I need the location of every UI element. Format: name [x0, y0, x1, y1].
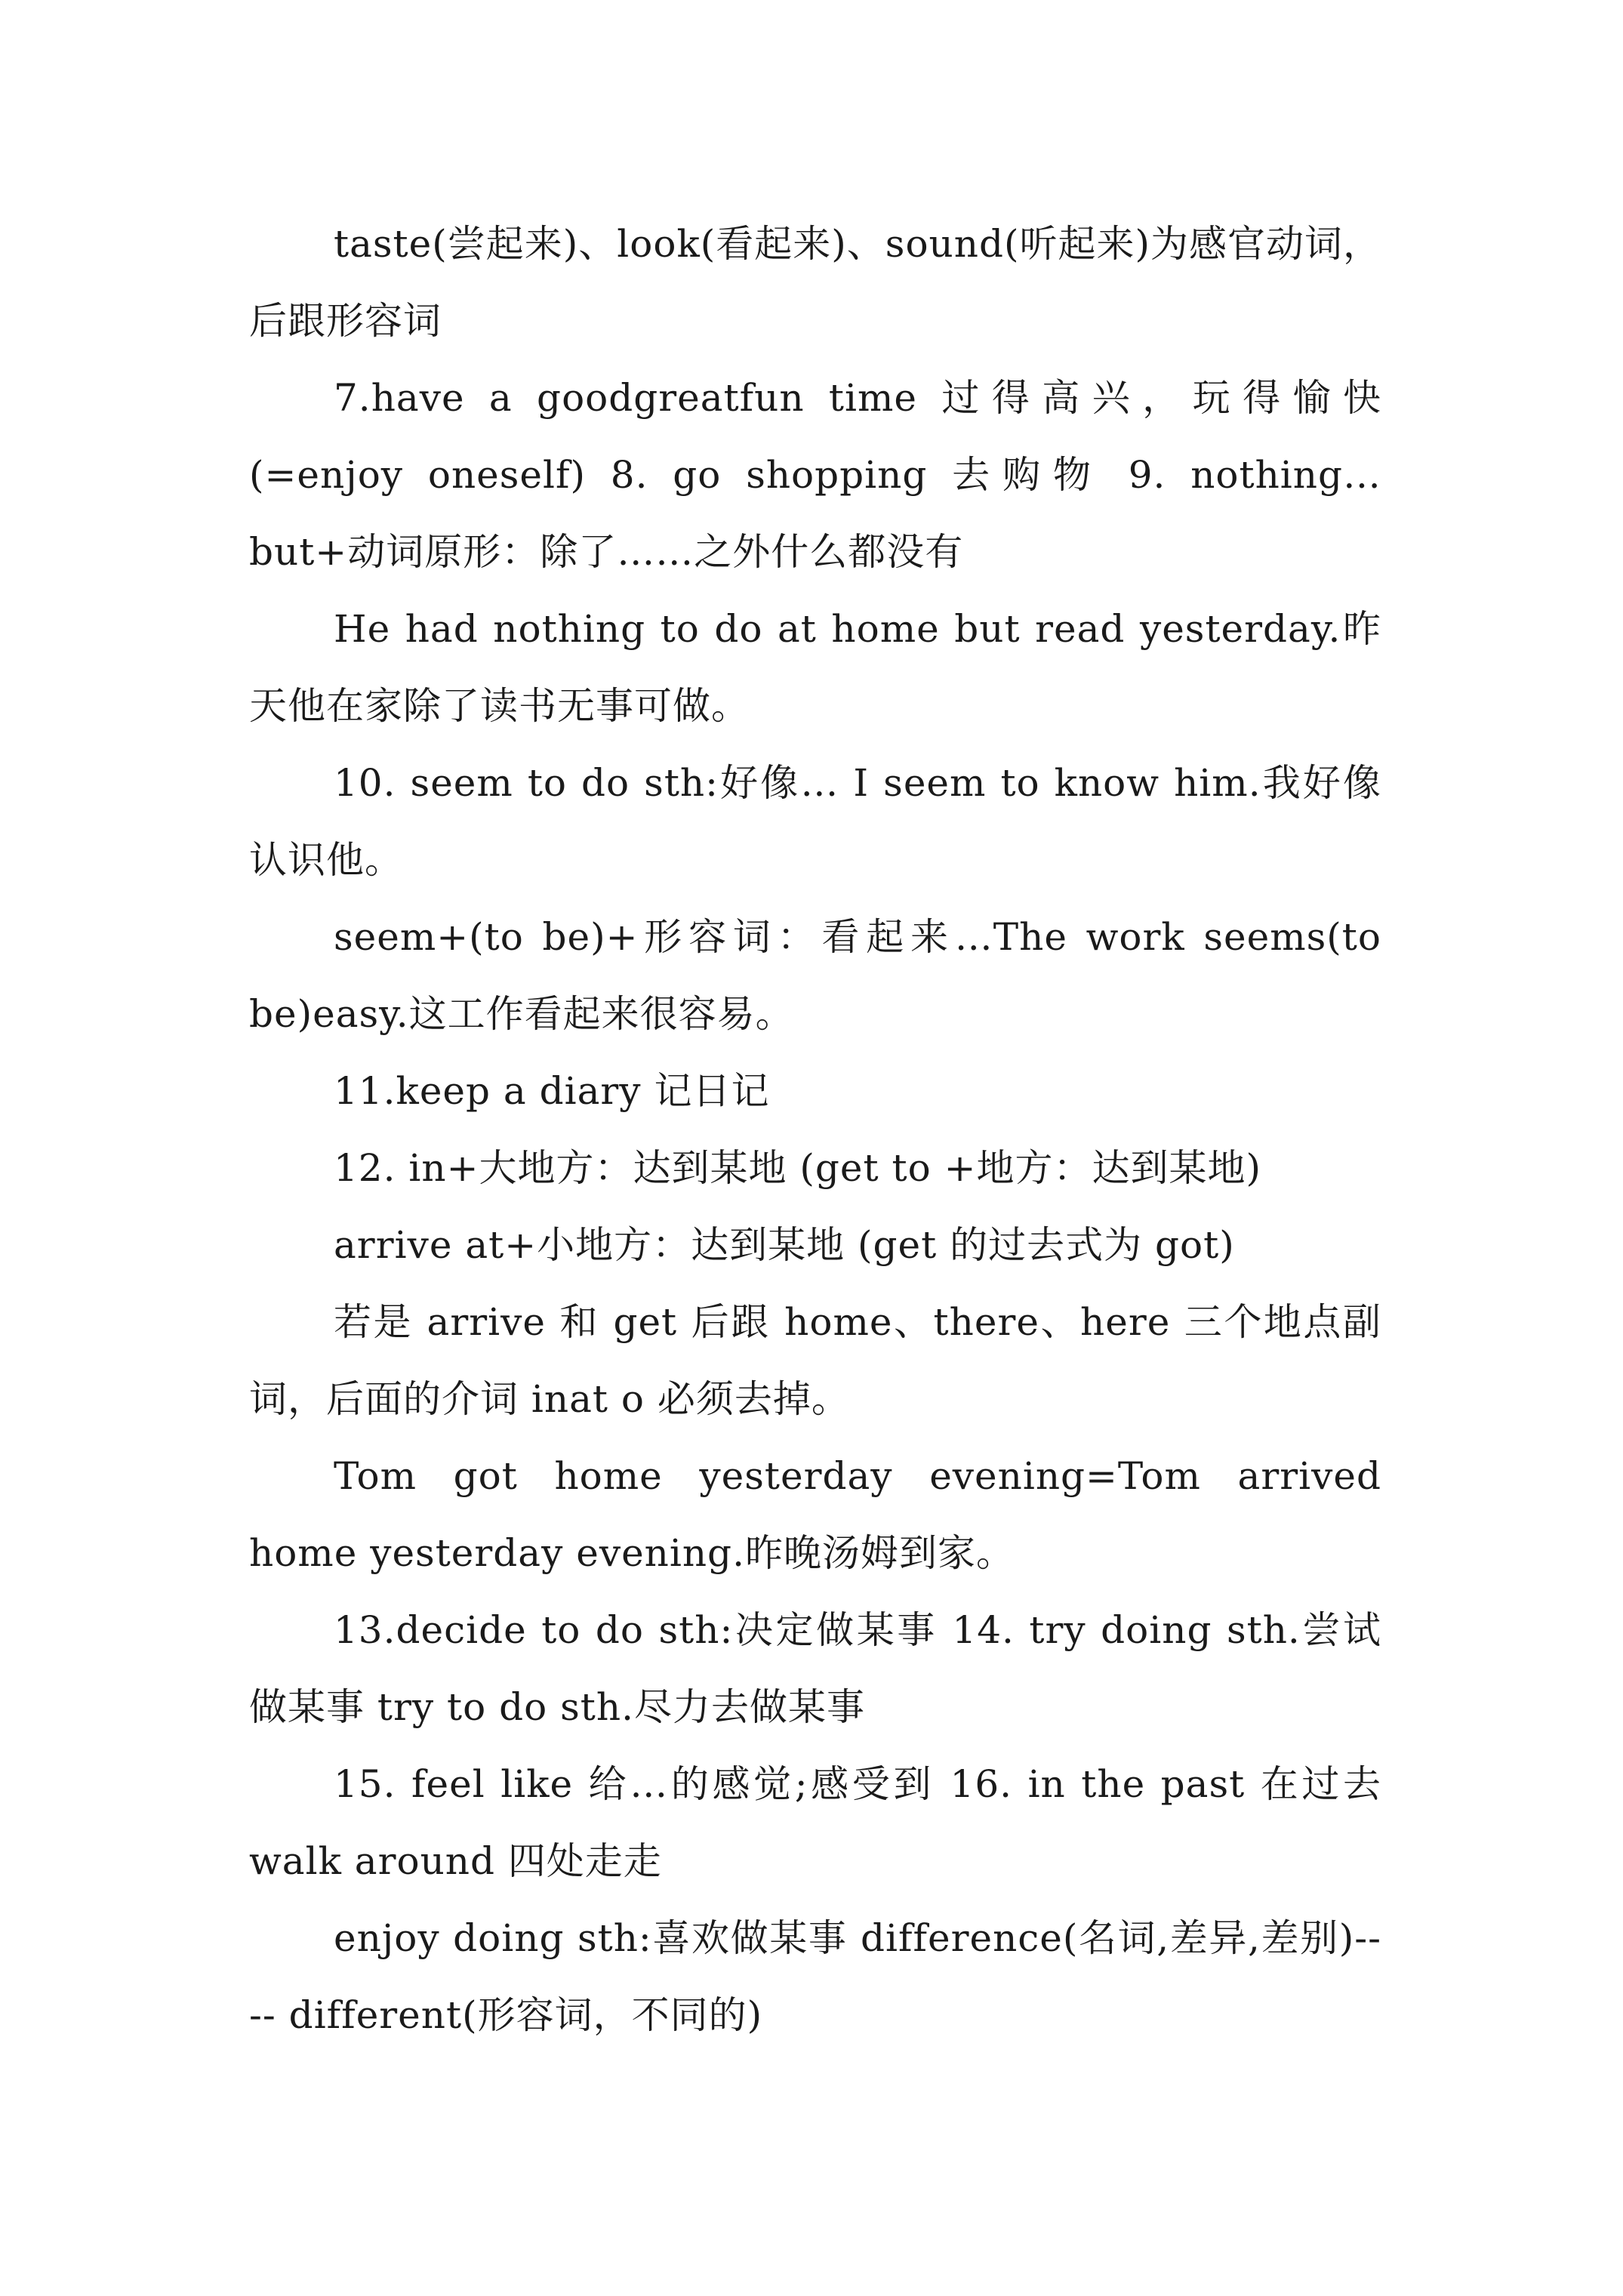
- paragraph-arrive-at: arrive at+小地方：达到某地 (get 的过去式为 got): [334, 1223, 1235, 1267]
- paragraph-enjoy-difference: enjoy doing sth:喜欢做某事 difference(名词,差异,差别)---- different(形容词，不同的): [249, 1916, 1381, 2037]
- paragraph-seem-adjective: seem+(to be)+形容词：看起来…The work seems(to be)easy.这工作看起来很容易。: [249, 915, 1381, 1036]
- document-body: [249, 205, 1381, 2054]
- paragraph-item-12: 12. in+大地方：达到某地 (get to +地方：达到某地): [334, 1146, 1261, 1190]
- paragraph-sense-verbs: taste(尝起来)、look(看起来)、sound(听起来)为感官动词，后跟形容词: [249, 222, 1381, 343]
- paragraph-item-7-9: 7.have a goodgreatfun time 过得高兴，玩得愉快(=enjoy oneself) 8. go shopping 去购物 9. nothing…but+动词原形：除了……之外什么都没有: [249, 376, 1381, 574]
- paragraph-item-13-14: 13.decide to do sth:决定做某事 14. try doing sth.尝试做某事 try to do sth.尽力去做某事: [249, 1608, 1381, 1729]
- paragraph-place-adverbs: 若是 arrive 和 get 后跟 home、there、here 三个地点副词，后面的介词 inat o 必须去掉。: [249, 1300, 1381, 1421]
- paragraph-example-got-home: Tom got home yesterday evening=Tom arrived home yesterday evening.昨晚汤姆到家。: [249, 1454, 1381, 1575]
- paragraph-item-15-16: 15. feel like 给…的感觉;感受到 16. in the past 在过去 walk around 四处走走: [249, 1762, 1381, 1883]
- paragraph-item-10: 10. seem to do sth:好像… I seem to know him.我好像认识他。: [249, 761, 1381, 882]
- paragraph-example-nothing-but: He had nothing to do at home but read yesterday.昨天他在家除了读书无事可做。: [249, 607, 1381, 728]
- paragraph-item-11: 11.keep a diary 记日记: [334, 1069, 770, 1113]
